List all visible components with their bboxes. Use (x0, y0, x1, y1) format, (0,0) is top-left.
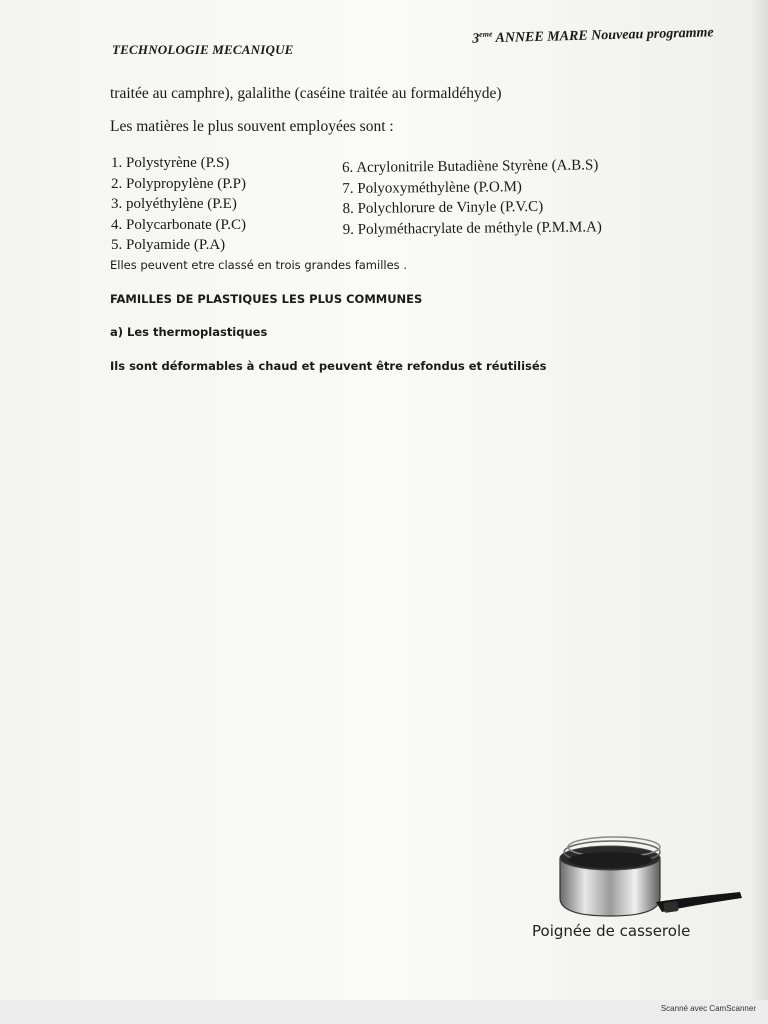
body-line-2: Les matières le plus souvent employées sont : (110, 118, 394, 135)
material-item: 2. Polypropylène (P.P) (111, 175, 246, 192)
material-item: 4. Polycarbonate (P.C) (111, 216, 246, 233)
materials-list-right (342, 155, 602, 240)
body-line-1: traitée au camphre), galalithe (caséine traitée au formaldéhyde) (110, 85, 502, 102)
material-item: 9. Polyméthacrylate de méthyle (P.M.M.A) (342, 218, 602, 238)
materials-list-left (111, 153, 246, 256)
material-item: 6. Acrylonitrile Butadiène Styrène (A.B.S) (342, 157, 599, 176)
header-level-sup: eme (478, 29, 493, 39)
header-level (472, 24, 714, 48)
material-item: 3. polyéthylène (P.E) (111, 196, 237, 212)
material-item: 7. Polyoxyméthylène (P.O.M) (342, 178, 522, 197)
header-level-text: ANNEE MARE Nouveau programme (492, 25, 714, 47)
material-item: 8. Polychlorure de Vinyle (P.V.C) (342, 198, 544, 217)
section-heading: FAMILLES DE PLASTIQUES LES PLUS COMMUNES (110, 292, 423, 306)
saucepan-icon (552, 836, 748, 922)
scanner-watermark: Scanné avec CamScanner (660, 1004, 756, 1013)
thermoplastics-description: Ils sont déformables à chaud et peuvent être refondus et réutilisés (110, 359, 547, 373)
figure-caption: Poignée de casserole (532, 922, 691, 940)
families-note: Elles peuvent etre classé en trois grandes familles . (110, 258, 407, 272)
header-level-number: 3 (472, 31, 480, 47)
header-subject: TECHNOLOGIE MECANIQUE (112, 42, 294, 57)
material-item: 5. Polyamide (P.A) (111, 237, 226, 253)
subsection-heading: a) Les thermoplastiques (110, 325, 268, 339)
material-item: 1. Polystyrène (P.S) (111, 155, 230, 171)
